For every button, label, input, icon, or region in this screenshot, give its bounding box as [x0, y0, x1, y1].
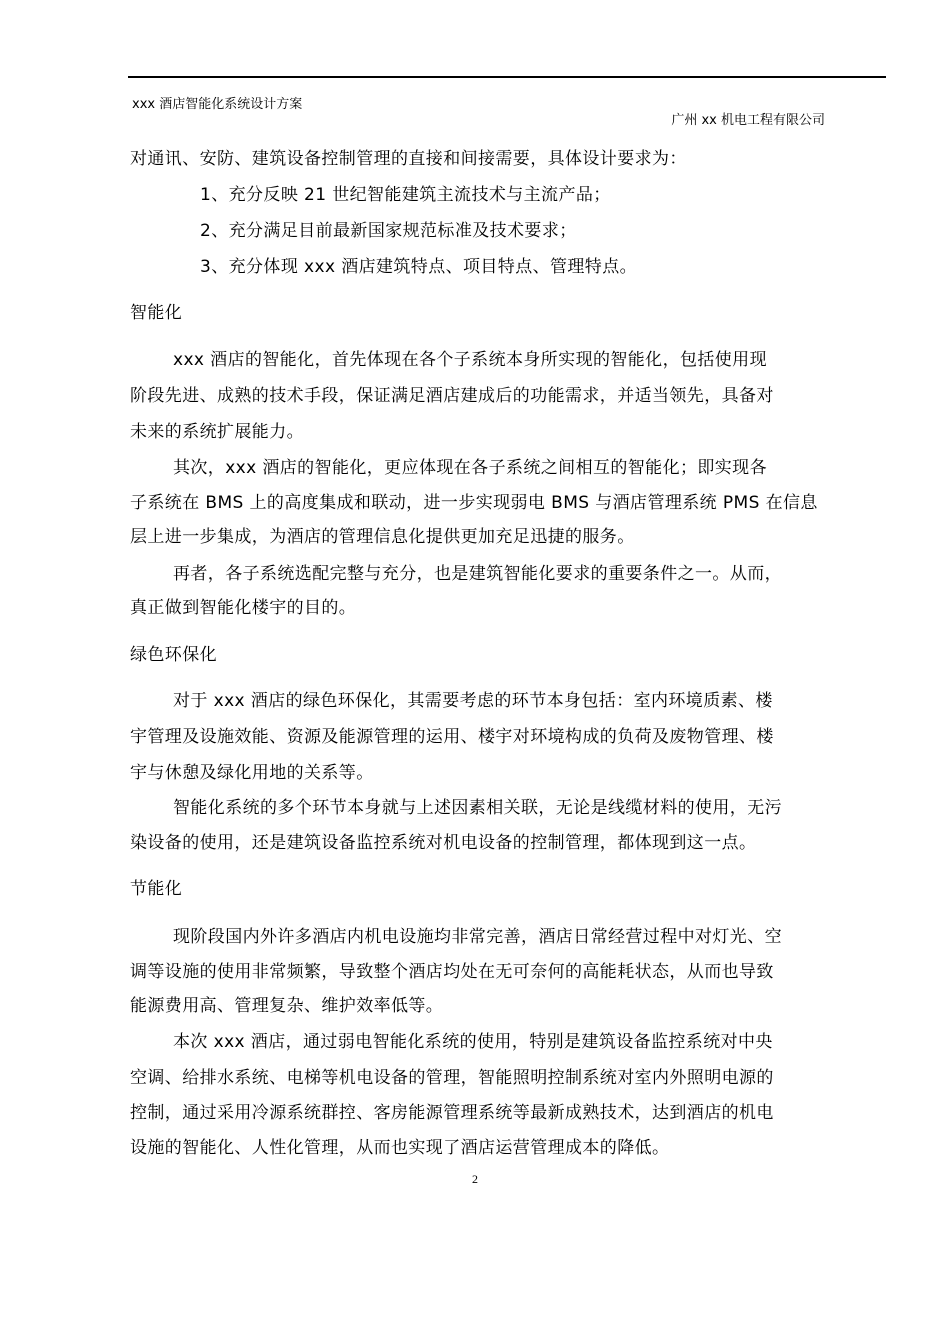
- paragraph-line: 染设备的使用，还是建筑设备监控系统对机电设备的控制管理，都体现到这一点。: [130, 833, 757, 853]
- section-heading-green: 绿色环保化: [130, 645, 217, 665]
- section-heading-energy: 节能化: [130, 879, 183, 899]
- paragraph-line: 子系统在 BMS 上的高度集成和联动，进一步实现弱电 BMS 与酒店管理系统 PMS 在信息: [130, 493, 818, 513]
- paragraph-line: 空调、给排水系统、电梯等机电设备的管理，智能照明控制系统对室内外照明电源的: [130, 1068, 774, 1088]
- paragraph-line: 宇管理及设施效能、资源及能源管理的运用、楼宇对环境构成的负荷及废物管理、楼: [130, 727, 774, 747]
- header-document-title: xxx 酒店智能化系统设计方案: [132, 97, 303, 112]
- paragraph-line: 宇与休憩及绿化用地的关系等。: [130, 763, 374, 783]
- paragraph-line: 本次 xxx 酒店，通过弱电智能化系统的使用，特别是建筑设备监控系统对中央: [173, 1032, 773, 1052]
- paragraph-line: 未来的系统扩展能力。: [130, 422, 304, 442]
- requirement-item-2: 2、充分满足目前最新国家规范标准及技术要求；: [200, 221, 577, 241]
- paragraph-line: 对于 xxx 酒店的绿色环保化，其需要考虑的环节本身包括：室内环境质素、楼: [173, 691, 773, 711]
- paragraph-line: 控制，通过采用冷源系统群控、客房能源管理系统等最新成熟技术，达到酒店的机电: [130, 1103, 774, 1123]
- paragraph-line: 能源费用高、管理复杂、维护效率低等。: [130, 996, 444, 1016]
- paragraph-line: 现阶段国内外许多酒店内机电设施均非常完善，酒店日常经营过程中对灯光、空: [173, 927, 782, 947]
- header-company-name: 广州 xx 机电工程有限公司: [671, 113, 825, 128]
- paragraph-line: xxx 酒店的智能化，首先体现在各个子系统本身所实现的智能化，包括使用现: [173, 350, 767, 370]
- header-rule: [128, 76, 886, 78]
- paragraph-line: 其次，xxx 酒店的智能化，更应体现在各子系统之间相互的智能化；即实现各: [173, 458, 767, 478]
- requirement-item-3: 3、充分体现 xxx 酒店建筑特点、项目特点、管理特点。: [200, 257, 638, 277]
- section-heading-intelligent: 智能化: [130, 303, 183, 323]
- paragraph-line: 调等设施的使用非常频繁，导致整个酒店均处在无可奈何的高能耗状态，从而也导致: [130, 962, 774, 982]
- paragraph-line: 阶段先进、成熟的技术手段，保证满足酒店建成后的功能需求，并适当领先，具备对: [130, 386, 774, 406]
- intro-line: 对通讯、安防、建筑设备控制管理的直接和间接需要，具体设计要求为：: [130, 149, 687, 169]
- paragraph-line: 设施的智能化、人性化管理，从而也实现了酒店运营管理成本的降低。: [130, 1138, 670, 1158]
- page-number: 2: [472, 1172, 478, 1186]
- paragraph-line: 智能化系统的多个环节本身就与上述因素相关联，无论是线缆材料的使用，无污: [173, 798, 782, 818]
- requirement-item-1: 1、充分反映 21 世纪智能建筑主流技术与主流产品；: [200, 185, 611, 205]
- paragraph-line: 再者，各子系统选配完整与充分，也是建筑智能化要求的重要条件之一。从而，: [173, 564, 782, 584]
- paragraph-line: 真正做到智能化楼宇的目的。: [130, 598, 357, 618]
- paragraph-line: 层上进一步集成，为酒店的管理信息化提供更加充足迅捷的服务。: [130, 527, 635, 547]
